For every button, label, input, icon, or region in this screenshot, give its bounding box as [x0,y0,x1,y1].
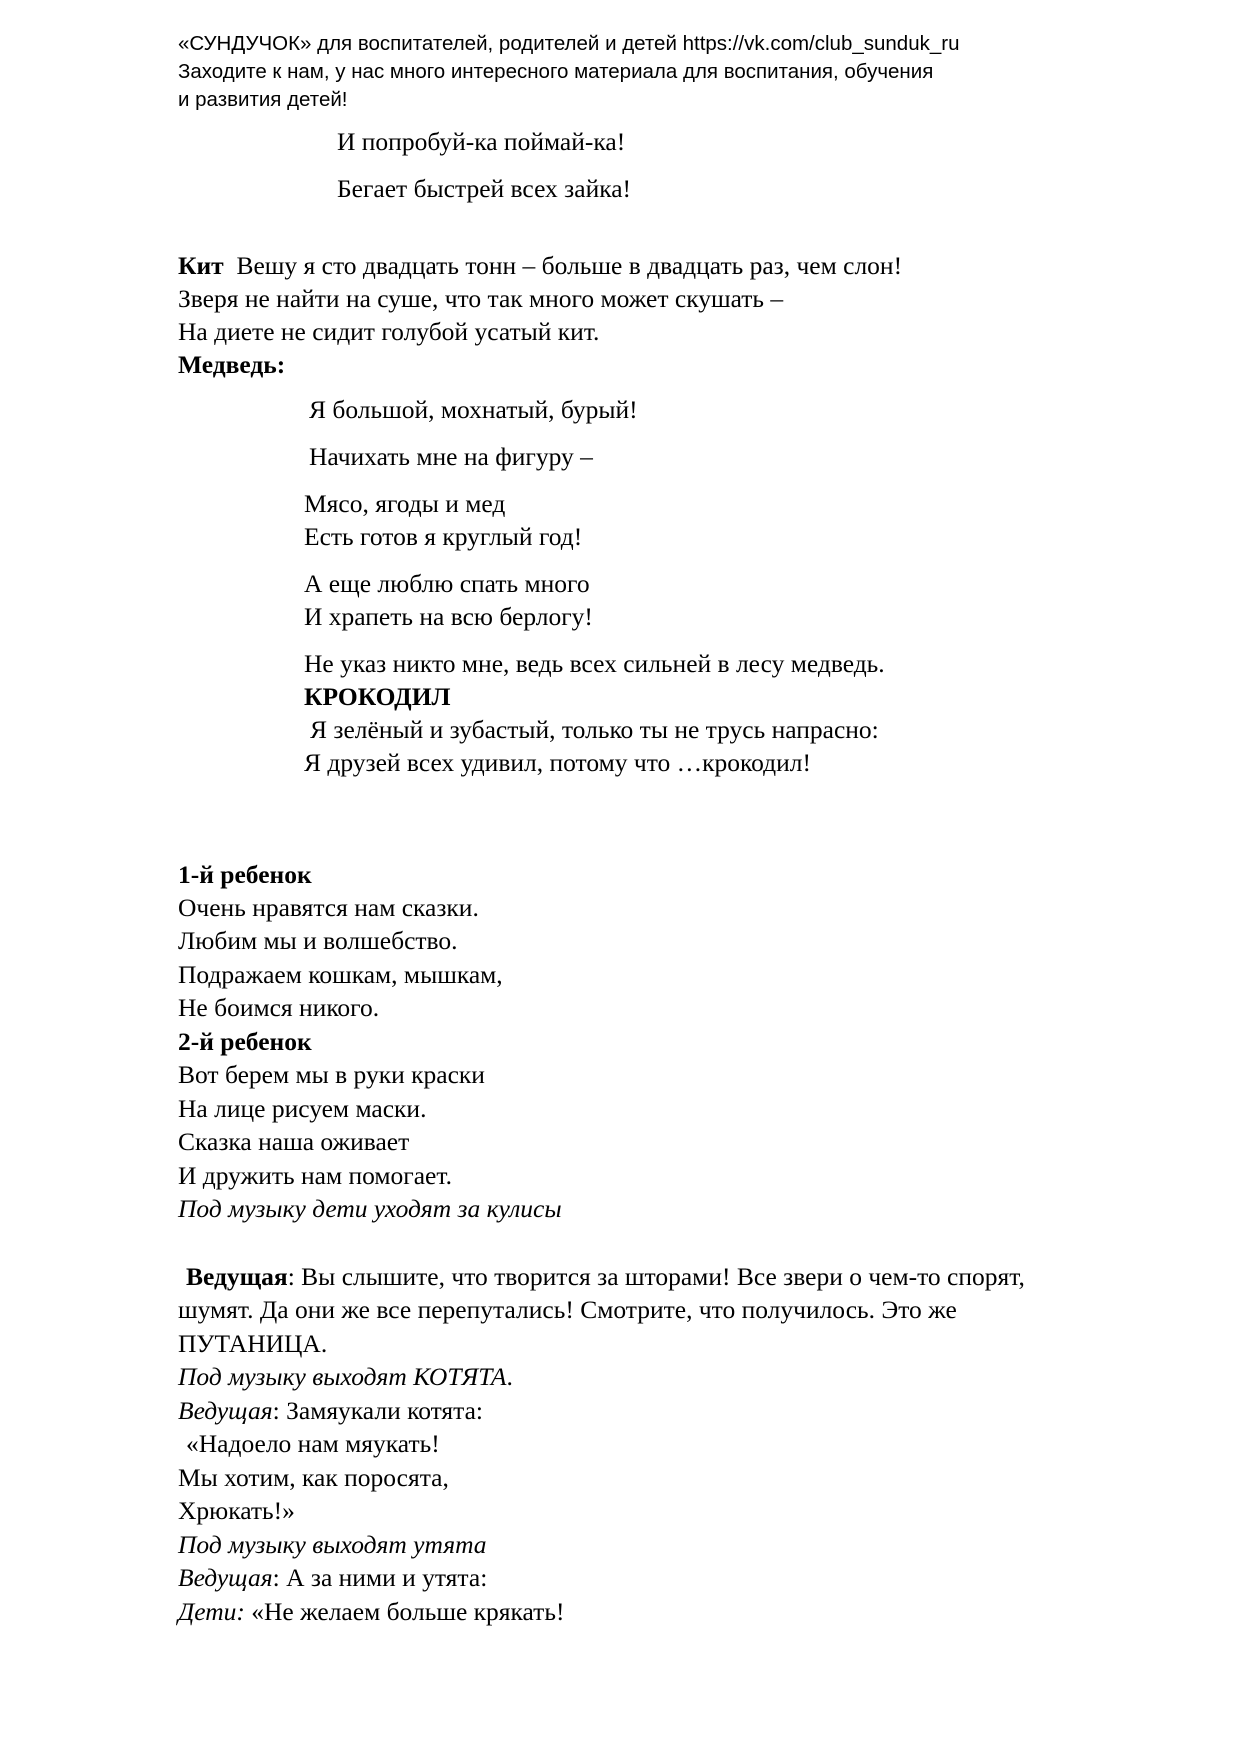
croc-line-2: Я друзей всех удивил, потому что …крокодил! [304,748,811,777]
host3-text: : А за ними и утята: [272,1563,488,1592]
child2-line-2: На лице рисуем маски. [178,1094,427,1123]
bear-line-1: Я большой, мохнатый, бурый! [309,395,638,424]
whale-speaker: Кит [178,251,224,280]
stage-kittens-period: . [506,1362,513,1391]
header-line-2: Заходите к нам, у нас много интересного материала для воспитания, обучения [178,60,934,83]
hare-line-2: Бегает быстрей всех зайка! [337,174,632,203]
bear-speaker: Медведь: [178,350,286,379]
whale-line-2: Зверя не найти на суше, что так много может скушать – [178,284,784,313]
header-line-3: и развития детей! [178,88,348,111]
child2-line-4: И дружить нам помогает. [178,1161,452,1190]
croc-line-1: Я зелёный и зубастый, только ты не трусь напрасно: [310,715,879,744]
host2-speaker: Ведущая [178,1396,273,1425]
stage-direction-kittens [178,1362,513,1392]
child2-line-1: Вот берем мы в руки краски [178,1060,485,1089]
host-line-2: шумят. Да они же все перепутались! Смотрите, что получилось. Это же [178,1295,957,1324]
whale-text-1: Вешу я сто двадцать тонн – больше в двадцать раз, чем слон! [236,251,903,280]
croc-speaker: КРОКОДИЛ [304,682,451,711]
child2-speaker: 2-й ребенок [178,1027,312,1056]
children-text: «Не желаем больше крякать! [244,1597,565,1626]
stage-direction-exit: Под музыку дети уходят за кулисы [178,1194,562,1223]
host-speaker: Ведущая [186,1262,288,1291]
host-line-kittens [178,1396,483,1426]
host-line-3: ПУТАНИЦА. [178,1329,328,1358]
bear-line-5: А еще люблю спать много [304,569,590,598]
child1-speaker: 1-й ребенок [178,860,312,889]
stage-kittens-text: Под музыку выходят КОТЯТА [178,1362,507,1391]
child1-line-1: Очень нравятся нам сказки. [178,893,479,922]
bear-line-4: Есть готов я круглый год! [304,522,583,551]
kittens-line-1: «Надоело нам мяукать! [186,1429,440,1458]
children-speaker: Дети: [178,1597,245,1626]
host-line-1 [186,1262,1025,1292]
bear-line-7: Не указ никто мне, ведь всех сильней в лесу медведь. [304,649,885,678]
children-line [178,1597,564,1627]
host2-text: : Замяукали котята: [272,1396,484,1425]
page-header [178,30,1078,114]
child1-line-4: Не боимся никого. [178,993,380,1022]
stage-direction-ducklings: Под музыку выходят утята [178,1530,487,1559]
whale-line-1 [178,251,902,281]
bear-line-3: Мясо, ягоды и мед [304,489,506,518]
host3-speaker: Ведущая [178,1563,273,1592]
host-line-ducklings [178,1563,487,1593]
child1-line-3: Подражаем кошкам, мышкам, [178,960,503,989]
hare-line-1: И попробуй-ка поймай-ка! [337,127,626,156]
bear-line-6: И храпеть на всю берлогу! [304,602,593,631]
kittens-line-2: Мы хотим, как поросята, [178,1463,449,1492]
bear-line-2: Начихать мне на фигуру – [309,442,593,471]
whale-line-3: На диете не сидит голубой усатый кит. [178,317,600,346]
child2-line-3: Сказка наша оживает [178,1127,410,1156]
header-line-1: «СУНДУЧОК» для воспитателей, родителей и детей https://vk.com/club_sunduk_ru [178,32,960,55]
kittens-line-3: Хрюкать!» [178,1496,295,1525]
child1-line-2: Любим мы и волшебство. [178,926,458,955]
host-text-1: : Вы слышите, что творится за шторами! Все звери о чем-то спорят, [287,1262,1025,1291]
